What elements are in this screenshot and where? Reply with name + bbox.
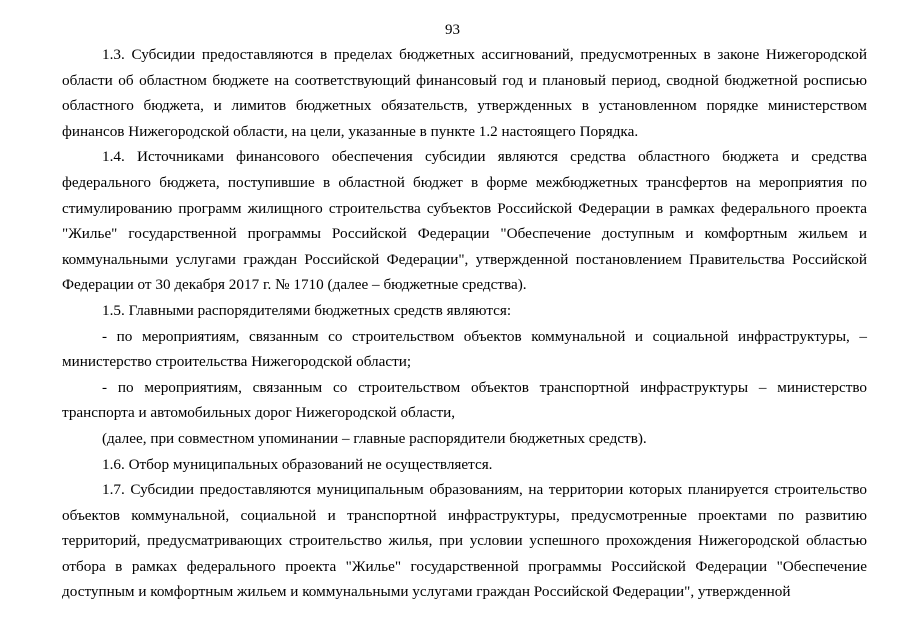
paragraph-1-6: 1.6. Отбор муниципальных образований не осуществляется. — [102, 455, 493, 473]
paragraph-1-3: 1.3. Субсидии предоставляются в пределах бюджетных ассигнований, предусмотренных в законе Нижегородской области об областном бюджете на соответствующий финансовый год и плановый период, сводной бюджетной росписью областного бюджета, и лимитов бюджетных обязательств, утвержденных в установленном порядке министерством финансов Нижегородской области, на цели, указанные в пункте 1.2 настоящего Порядка. — [62, 46, 867, 140]
list-item-communal-social: - по мероприятиям, связанным со строительством объектов коммунальной и социальной инфраструктуры, – министерство строительства Нижегородской области; — [62, 327, 867, 371]
paragraph-1-4: 1.4. Источниками финансового обеспечения субсидии являются средства областного бюджета и средства федерального бюджета, поступившие в областной бюджет в форме межбюджетных трансфертов на мероприятия по стимулированию программ жилищного строительства субъектов Российской Федерации в рамках федерального проекта "Жилье" государственной программы Российской Федерации "Обеспечение доступным и комфортным жильем и коммунальными услугами граждан Российской Федерации", утвержденной постановлением Правительства Российской Федерации от 30 декабря 2017 г. № 1710 (далее – бюджетные средства). — [62, 148, 867, 294]
page-number: 93 — [445, 22, 460, 38]
paragraph-1-5: 1.5. Главными распорядителями бюджетных средств являются: — [102, 301, 512, 319]
list-item-transport: - по мероприятиям, связанным со строительством объектов транспортной инфраструктуры – министерство транспорта и автомобильных дорог Нижегородской области, — [62, 378, 867, 422]
paragraph-1-7: 1.7. Субсидии предоставляются муниципальным образованиям, на территории которых планируется строительство объектов коммунальной, социальной и транспортной инфраструктуры, предусмотренные проектами по развитию территорий, предусматривающих строительство жилья, при условии успешного прохождения Нижегородской областью отбора в рамках федерального проекта "Жилье" государственной программы Российской Федерации "Обеспечение доступным и комфортным жильем и коммунальными услугами граждан Российской Федерации", утвержденной — [62, 481, 867, 601]
document-body — [62, 42, 867, 605]
paragraph-joint-mention: (далее, при совместном упоминании – главные распорядители бюджетных средств). — [102, 429, 647, 447]
